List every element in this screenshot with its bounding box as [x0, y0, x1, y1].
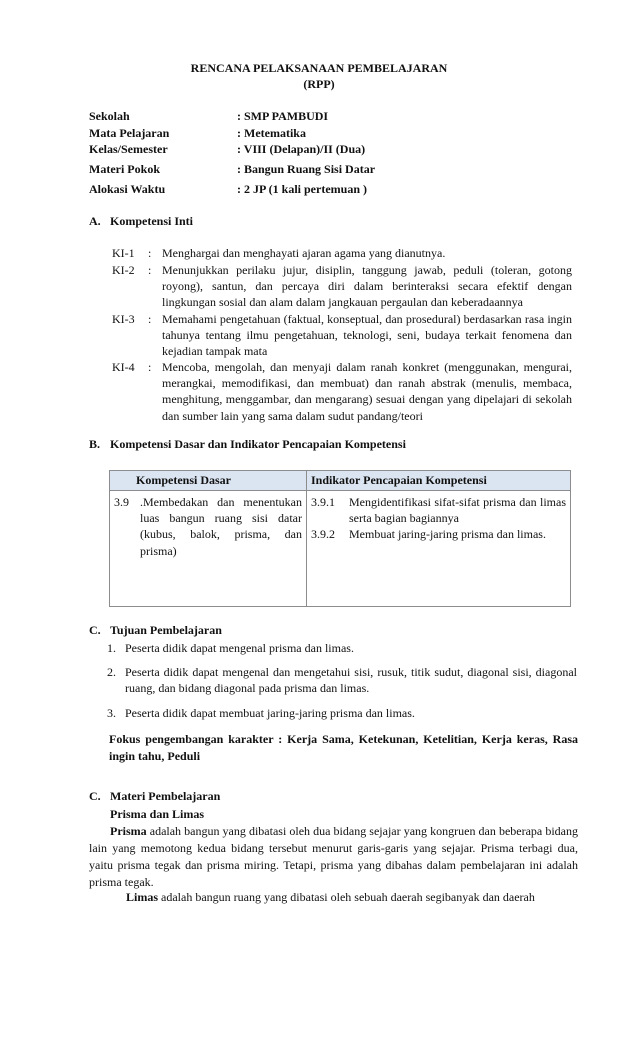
identity-value: : Metematika — [237, 126, 306, 140]
identity-label: Kelas/Semester — [89, 142, 168, 156]
identity-label: Alokasi Waktu — [89, 182, 166, 196]
ki-colon: : — [148, 360, 152, 374]
indicator-item — [311, 526, 566, 542]
kd-text: .Membedakan dan menentukan luas bangun ruang sisi datar (kubus, balok, prisma, dan prisma) — [140, 495, 302, 558]
identity-value: : SMP PAMBUDI — [237, 109, 329, 123]
identity-value: : 2 JP (1 kali pertemuan ) — [237, 182, 367, 196]
ki-code: KI-1 — [112, 246, 135, 260]
indicator-text: Membuat jaring-jaring prisma dan limas. — [349, 527, 546, 542]
section-title: Kompetensi Dasar dan Indikator Pencapaian Kompetensi — [110, 437, 406, 451]
identity-value: : VIII (Delapan)/II (Dua) — [237, 142, 366, 156]
table-header-kd: Kompetensi Dasar — [110, 471, 307, 491]
kd-cell — [110, 491, 307, 607]
section-title: Kompetensi Inti — [110, 214, 194, 228]
ki-code: KI-4 — [112, 360, 135, 374]
limas-term: Limas — [126, 890, 159, 904]
prisma-paragraph — [89, 823, 578, 891]
ki-code: KI-2 — [112, 263, 135, 277]
material-subtitle: Prisma dan Limas — [110, 807, 205, 821]
identity-row — [89, 142, 589, 158]
character-focus: Fokus pengembangan karakter : Kerja Sama, Ketekunan, Ketelitian, Kerja keras, Rasa ingin tahu, Peduli — [109, 732, 578, 763]
table-header-indicator: Indikator Pencapaian Kompetensi — [307, 471, 571, 491]
limas-paragraph — [89, 889, 578, 906]
ki-text: Mencoba, mengolah, dan menyaji dalam ranah konkret (menggunakan, mengurai, merangkai, memodifikasi, dan membuat) dan ranah abstrak (menulis, membaca, menghitung, menggambar, dan mengarang) sesuai dengan yang dipelajari di sekolah dan sumber lain yang sama dalam sudut pandang/teori — [162, 360, 572, 423]
table-header-row — [110, 471, 571, 491]
identity-label: Materi Pokok — [89, 162, 160, 176]
indicator-cell — [307, 491, 571, 607]
section-heading-kompetensi-inti — [89, 214, 193, 229]
identity-value: : Bangun Ruang Sisi Datar — [237, 162, 376, 176]
objective-number: 1. — [107, 641, 116, 655]
ki-text: Menghargai dan menghayati ajaran agama yang dianutnya. — [162, 246, 446, 260]
document-subtitle: (RPP) — [303, 77, 335, 91]
limas-text: adalah bangun ruang yang dibatasi oleh sebuah daerah segibanyak dan daerah — [158, 890, 535, 904]
objective-text: Peserta didik dapat membuat jaring-jaring prisma dan limas. — [125, 706, 415, 720]
prisma-text: adalah bangun yang dibatasi oleh dua bidang sejajar yang kongruen dan beberapa bidang lain yang memotong kedua bidang tersebut menurut garis-garis yang sejajar. Prisma terbagi dua, yaitu prisma tegak dan prisma miring. Tetapi, prisma yang dibahas dalam pembelajaran ini adalah prisma tegak. — [89, 824, 578, 889]
competency-table — [109, 470, 571, 607]
section-letter: A. — [89, 214, 101, 228]
identity-label: Mata Pelajaran — [89, 126, 170, 140]
prisma-term: Prisma — [110, 824, 147, 838]
document-title: RENCANA PELAKSANAAN PEMBELAJARAN — [190, 61, 448, 75]
section-heading-materi — [89, 789, 220, 804]
section-heading-kompetensi-dasar — [89, 437, 406, 452]
indicator-item — [311, 494, 566, 526]
objective-number: 3. — [107, 706, 116, 720]
ki-text: Menunjukkan perilaku jujur, disiplin, tanggung jawab, peduli (toleran, gotong royong), santun, dan percaya diri dalam berinteraksi secara efektif dengan lingkungan sosial dan alam dalam jangkauan pergaulan dan keberadaannya — [162, 263, 572, 310]
identity-row — [89, 162, 589, 178]
ki-colon: : — [148, 263, 152, 277]
ki-colon: : — [148, 246, 152, 260]
indicator-number: 3.9.1 — [311, 495, 335, 509]
section-letter: C. — [89, 789, 101, 803]
ki-colon: : — [148, 312, 152, 326]
kd-number: 3.9 — [114, 495, 129, 509]
table-row — [110, 491, 571, 607]
indicator-text: Mengidentifikasi sifat-sifat prisma dan limas serta bagian bagiannya — [349, 495, 566, 526]
ki-text: Memahami pengetahuan (faktual, konseptual, dan prosedural) berdasarkan rasa ingin tahunya tentang ilmu pengetahuan, teknologi, seni, budaya terkait fenomena dan kejadian tampak mata — [162, 312, 572, 359]
section-letter: B. — [89, 437, 101, 451]
identity-label: Sekolah — [89, 109, 130, 123]
objective-text: Peserta didik dapat mengenal prisma dan limas. — [125, 641, 354, 655]
section-title: Materi Pembelajaran — [110, 789, 221, 803]
indicator-number: 3.9.2 — [311, 527, 335, 542]
identity-row — [89, 126, 589, 142]
section-title: Tujuan Pembelajaran — [110, 623, 222, 637]
objective-text: Peserta didik dapat mengenal dan mengetahui sisi, rusuk, titik sudut, diagonal sisi, diagonal ruang, dan bidang diagonal pada prisma dan limas. — [125, 665, 577, 696]
section-letter: C. — [89, 623, 101, 637]
identity-row — [89, 182, 589, 198]
ki-code: KI-3 — [112, 312, 135, 326]
section-heading-tujuan — [89, 623, 222, 638]
identity-row — [89, 109, 589, 125]
objective-number: 2. — [107, 665, 116, 679]
